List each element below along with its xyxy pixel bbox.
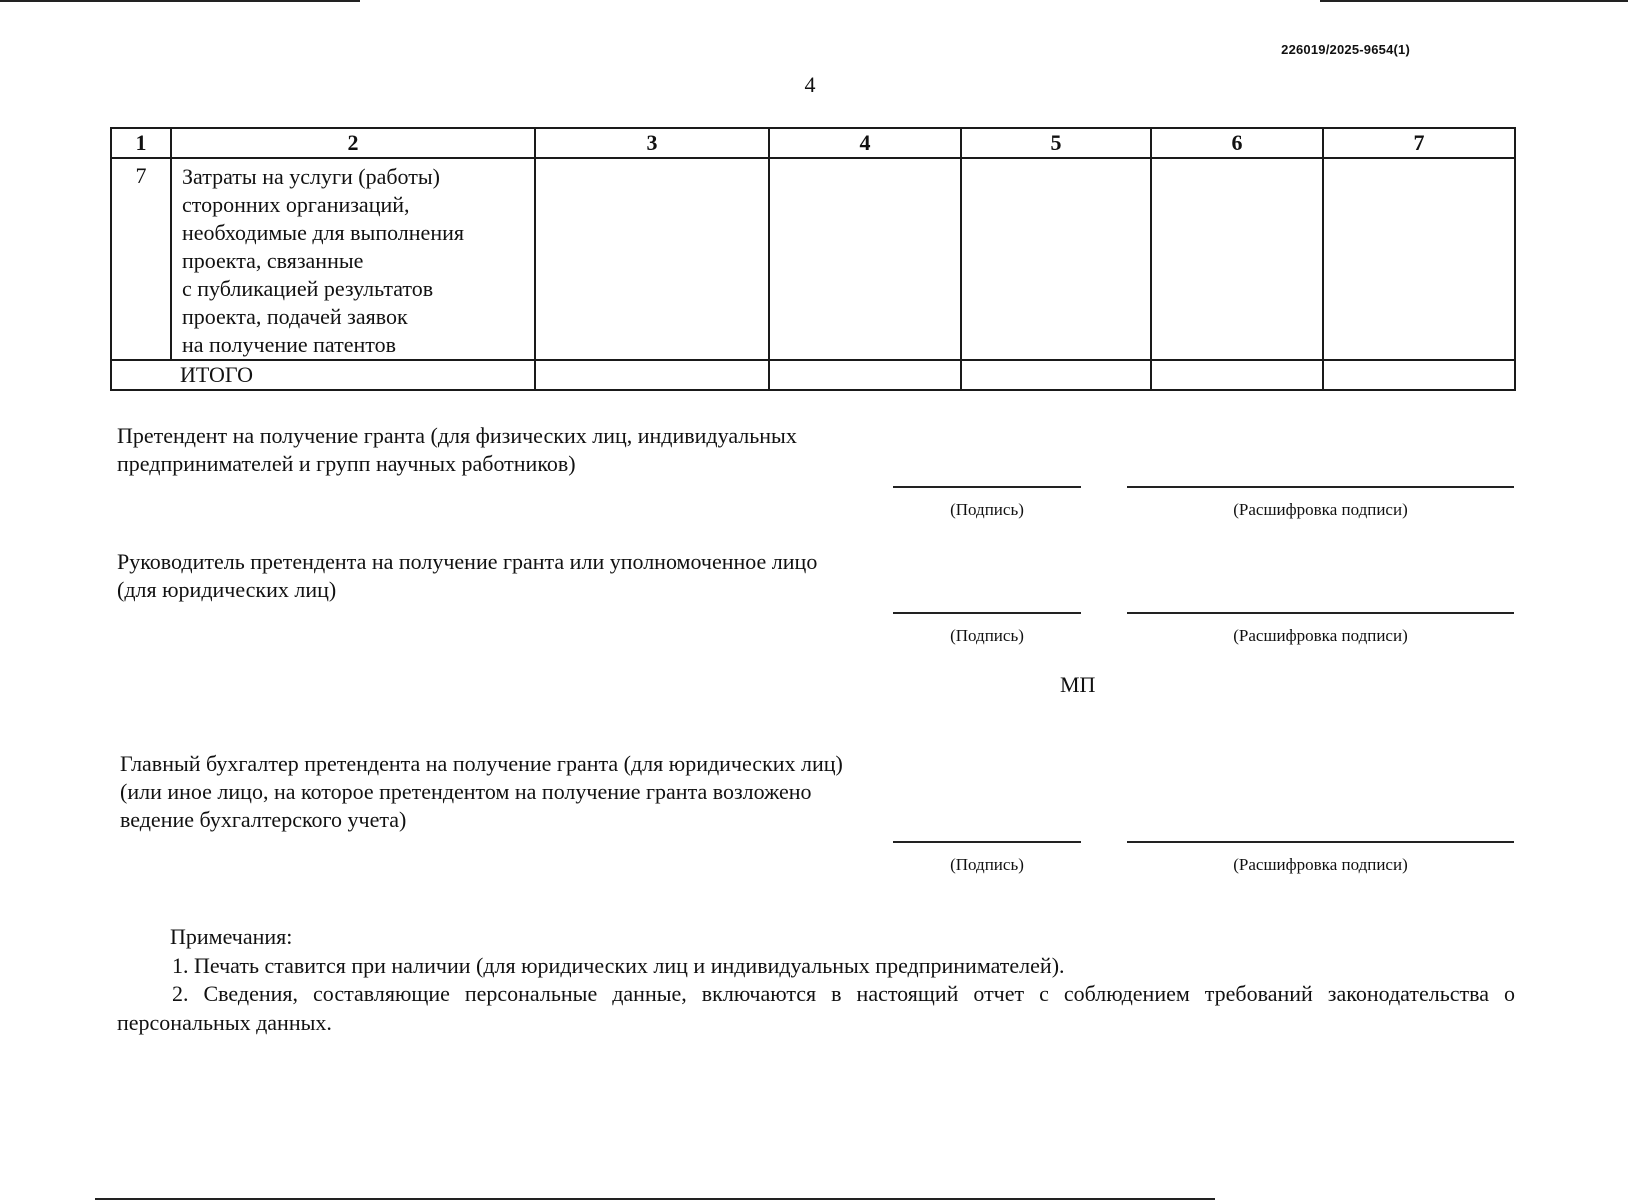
applicant-signature-line: [893, 486, 1081, 488]
total-label-cell: [111, 360, 535, 390]
table-cell-empty: [961, 158, 1151, 360]
head-label: [117, 548, 817, 604]
accountant-label-line: (или иное лицо, на которое претендентом на получение гранта возложено: [120, 779, 812, 804]
head-signature-caption: (Подпись): [950, 626, 1024, 645]
row-number: 7: [111, 158, 171, 360]
table-cell-empty: [1151, 158, 1323, 360]
expense-table: [110, 127, 1516, 391]
description-line: на получение патентов: [182, 332, 396, 357]
column-header: 1: [111, 128, 171, 158]
column-header: 5: [961, 128, 1151, 158]
table-cell-empty: [535, 360, 769, 390]
applicant-decoding-line: [1127, 486, 1514, 488]
head-decoding-caption: (Расшифровка подписи): [1233, 626, 1408, 645]
column-header: 2: [171, 128, 535, 158]
page-number: 4: [804, 72, 816, 97]
head-signature-line: [893, 612, 1081, 614]
table-cell-empty: [769, 360, 961, 390]
table-cell-empty: [961, 360, 1151, 390]
description-line: необходимые для выполнения: [182, 220, 464, 245]
table-header-row: [111, 128, 1515, 158]
total-row: [111, 360, 1515, 390]
applicant-decoding-caption: (Расшифровка подписи): [1233, 500, 1408, 519]
applicant-label: [117, 422, 797, 478]
head-decoding-line: [1127, 612, 1514, 614]
accountant-label-line: Главный бухгалтер претендента на получение гранта (для юридических лиц): [120, 751, 843, 776]
column-header: 6: [1151, 128, 1323, 158]
description-line: проекта, связанные: [182, 248, 364, 273]
column-header: 4: [769, 128, 961, 158]
column-header: 3: [535, 128, 769, 158]
applicant-label-line: предпринимателей и групп научных работников): [117, 451, 576, 476]
accountant-decoding-caption: (Расшифровка подписи): [1233, 855, 1408, 874]
accountant-label: [120, 750, 843, 834]
head-label-line: Руководитель претендента на получение гранта или уполномоченное лицо: [117, 549, 818, 574]
accountant-signature-caption: (Подпись): [950, 855, 1024, 874]
description-line: Затраты на услуги (работы): [182, 164, 440, 189]
description-line: с публикацией результатов: [182, 276, 434, 301]
table-row: [111, 158, 1515, 360]
head-label-line: (для юридических лиц): [117, 577, 337, 602]
description-line: сторонних организаций,: [182, 192, 410, 217]
notes-title: Примечания:: [170, 924, 293, 949]
table-cell-empty: [535, 158, 769, 360]
top-edge-line-right: [1320, 0, 1628, 2]
stamp-label: МП: [1060, 672, 1096, 697]
table-cell-empty: [1151, 360, 1323, 390]
accountant-signature-line: [893, 841, 1081, 843]
document-number: 226019/2025-9654(1): [1281, 42, 1410, 57]
total-label: ИТОГО: [180, 362, 253, 387]
table-cell-empty: [769, 158, 961, 360]
note-item: 2. Сведения, составляющие персональные данные, включаются в настоящий отчет с соблюдением требований законодательства о персональных данных.: [117, 981, 1515, 1035]
top-edge-line-left: [0, 0, 360, 2]
applicant-label-line: Претендент на получение гранта (для физических лиц, индивидуальных: [117, 423, 797, 448]
note-item: 1. Печать ставится при наличии (для юридических лиц и индивидуальных предпринимателей).: [172, 953, 1065, 978]
column-header: 7: [1323, 128, 1515, 158]
table-cell-empty: [1323, 360, 1515, 390]
row-description: [171, 158, 535, 360]
description-line: проекта, подачей заявок: [182, 304, 408, 329]
accountant-label-line: ведение бухгалтерского учета): [120, 807, 407, 832]
applicant-signature-caption: (Подпись): [950, 500, 1024, 519]
accountant-decoding-line: [1127, 841, 1514, 843]
table-cell-empty: [1323, 158, 1515, 360]
